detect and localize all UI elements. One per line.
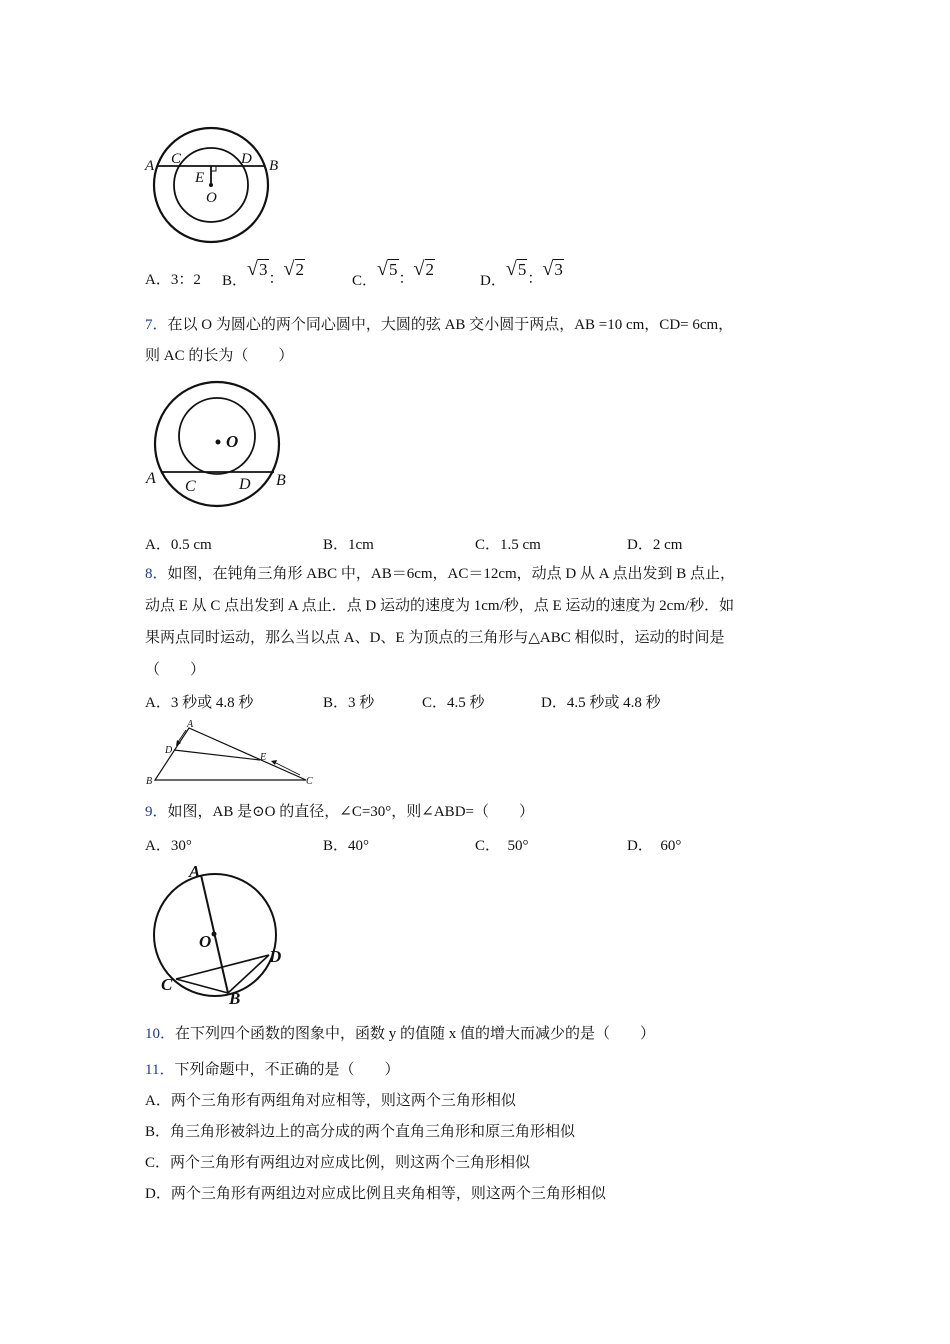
q9-figure [140,858,300,1008]
q11-option-b: B．角三角形被斜边上的高分成的两个直角三角形和原三角形相似 [145,1124,576,1140]
q7-option-d: D．2 cm [627,537,683,553]
q8-option-d: D．4.5 秒或 4.8 秒 [541,695,661,711]
fig6-label-a: A [145,158,155,174]
q9-option-d: D． 60° [627,838,682,854]
q9-option-a: A．30° [145,838,192,854]
q7-text-line1: 在以 O 为圆心的两个同心圆中，大圆的弦 AB 交小圆于两点，AB =10 cm，CD= 6cm， [167,317,734,333]
fig8-label-b: B [146,776,153,787]
q8-text-line2: 动点 E 从 C 点出发到 A 点止．点 D 运动的速度为 1cm/秒，点 E 运动的速度为 2cm/秒．如 [145,598,735,614]
q11-option-a: A．两个三角形有两组角对应相等，则这两个三角形相似 [145,1093,516,1109]
q8-option-a: A．3 秒或 4.8 秒 [145,695,254,711]
q6-option-c-sqrt1: √5 [377,258,398,280]
q6-option-c [352,258,435,289]
q8-text-line4: （ ） [145,662,206,678]
q10-number: 10． [145,1026,176,1042]
q8-figure [140,716,320,791]
q7-figure [140,378,300,498]
q7-text-line2: 则 AC 的长为（ ） [145,348,294,364]
fig7-label-b: B [276,472,286,489]
q6-option-d-sqrt1: √5 [505,258,527,280]
q6-option-d-prefix: D． [480,273,506,289]
q8-line1 [145,564,735,584]
q9-option-c: C． 50° [475,838,529,854]
q9-number: 9． [145,804,168,820]
q9-option-b: B．40° [323,838,370,854]
q6-option-c-sqrt2: √2 [413,258,434,280]
fig9-label-a: A [189,862,201,881]
q7-option-b: B．1cm [323,537,374,553]
q6-figure [140,125,290,250]
q7-option-a: A．0.5 cm [145,537,212,553]
fig9-label-d: D [269,947,282,966]
q8-option-c: C．4.5 秒 [422,695,485,711]
q8-text-line1: 如图，在钝角三角形 ABC 中，AB＝6cm，AC＝12cm，动点 D 从 A 点出发到 B 点止， [167,566,736,582]
q10-line1 [145,1024,655,1044]
fig6-label-o: O [206,190,217,206]
q9-text: 如图，AB 是⊙O 的直径，∠C=30°，则∠ABD=（ ） [167,804,534,820]
fig6-label-e: E [195,170,205,186]
fig6-label-d: D [241,151,252,167]
fig8-label-d: D [165,745,173,756]
q11-line1 [145,1060,399,1080]
fig7-label-a: A [146,470,156,487]
q11-option-d: D．两个三角形有两组边对应成比例且夹角相等，则这两个三角形相似 [145,1186,606,1202]
q8-text-line3: 果两点同时运动，那么当以点 A、D、E 为顶点的三角形与△ABC 相似时，运动的时间是 [145,630,725,646]
fig7-label-d: D [239,476,251,493]
fig9-label-o: O [199,932,212,951]
q7-option-c: C．1.5 cm [475,537,541,553]
q11-option-c: C．两个三角形有两组边对应成比例，则这两个三角形相似 [145,1155,531,1171]
q6-option-d-sep: ： [527,271,543,287]
fig8-label-e: E [260,752,267,763]
q7-number: 7． [145,317,168,333]
q8-number: 8． [145,566,168,582]
q10-text: 在下列四个函数的图象中，函数 y 的值随 x 值的增大而减少的是（ ） [175,1026,656,1042]
q6-option-b-sqrt1: √3 [247,258,268,280]
q6-option-d-sqrt2: √3 [542,258,563,280]
q11-number: 11． [145,1062,175,1078]
q6-option-b-sqrt2: √2 [283,258,304,280]
q6-option-d [480,258,564,289]
q6-option-a: A．3：2 [145,272,201,288]
fig8-label-c: C [306,776,313,787]
q6-option-b-prefix: B． [222,273,248,289]
q6-option-c-prefix: C． [352,273,378,289]
q11-text: 下列命题中，不正确的是（ ） [174,1062,400,1078]
fig7-label-c: C [185,478,196,495]
q6-option-b [222,258,305,289]
q6-option-b-sep: ： [268,271,284,287]
fig6-label-c: C [171,151,182,167]
fig7-label-o: O [226,432,239,451]
q7-line1 [145,315,733,335]
q8-option-b: B．3 秒 [323,695,375,711]
q6-option-c-sep: ： [398,271,414,287]
q9-line1 [145,802,534,822]
fig8-label-a: A [187,719,194,730]
fig6-label-b: B [269,158,279,174]
fig9-label-b: B [229,989,241,1008]
fig9-label-c: C [161,975,173,994]
